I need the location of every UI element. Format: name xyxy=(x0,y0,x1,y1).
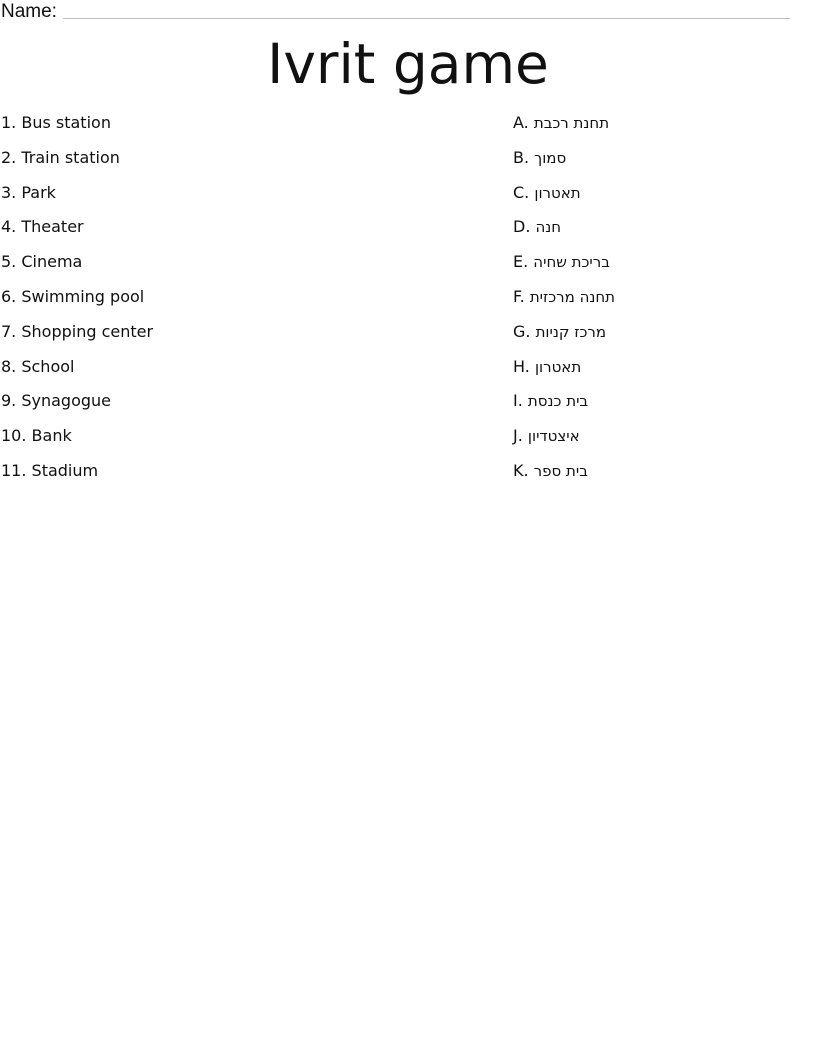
answer-item xyxy=(513,216,615,251)
answer-item xyxy=(513,390,615,425)
answer-letter: B. xyxy=(513,147,530,167)
answer-item xyxy=(513,147,615,182)
answer-item xyxy=(513,251,615,286)
answer-hebrew: חנה xyxy=(535,218,562,237)
clue-item: 7. Shopping center xyxy=(1,321,154,341)
answer-letter: I. xyxy=(513,391,523,411)
answer-letter: K. xyxy=(513,460,529,480)
answer-hebrew: בית כנסת xyxy=(527,392,589,411)
answer-hebrew: תאטרון xyxy=(534,357,582,376)
name-row xyxy=(0,0,790,22)
answer-item xyxy=(513,321,615,356)
clue-item: 2. Train station xyxy=(1,147,120,167)
clue-item: 5. Cinema xyxy=(1,252,83,272)
answer-letter: F. xyxy=(513,286,525,306)
answer-letter: G. xyxy=(513,321,531,341)
answer-item xyxy=(513,112,615,147)
answer-item xyxy=(513,182,615,217)
answer-letter: D. xyxy=(513,217,531,237)
answer-hebrew: איצטדיון xyxy=(527,427,580,446)
answer-letter: J. xyxy=(513,426,523,446)
answer-hebrew: בית ספר xyxy=(533,461,588,480)
answer-item xyxy=(513,286,615,321)
clue-item: 9. Synagogue xyxy=(1,391,112,411)
clue-item: 10. Bank xyxy=(1,426,72,446)
clue-item: 3. Park xyxy=(1,182,56,202)
answer-hebrew: בריכת שחיה xyxy=(533,253,610,272)
clue-item: 6. Swimming pool xyxy=(1,286,145,306)
worksheet-title: Ivrit game xyxy=(267,32,549,96)
clue-item: 4. Theater xyxy=(1,217,84,237)
answer-item xyxy=(513,460,615,495)
answer-letter: C. xyxy=(513,182,530,202)
name-label: Name: xyxy=(1,1,57,22)
name-blank-line xyxy=(63,18,790,19)
answer-hebrew: תחנת רכבת xyxy=(533,114,610,132)
answer-hebrew: תחנה מרכזית xyxy=(529,287,616,306)
answer-hebrew: תאטרון xyxy=(534,183,581,202)
clue-list xyxy=(1,112,153,495)
answer-letter: E. xyxy=(513,252,529,272)
clue-item: 11. Stadium xyxy=(1,460,99,480)
answer-letter: A. xyxy=(513,113,529,132)
answer-list xyxy=(513,112,615,495)
clue-item: 8. School xyxy=(1,356,75,376)
answer-item xyxy=(513,356,615,391)
answer-hebrew: מרכז קניות xyxy=(535,322,607,341)
clue-item: 1. Bus station xyxy=(1,113,111,132)
answer-hebrew: סמוך xyxy=(534,148,567,167)
answer-item xyxy=(513,425,615,460)
answer-letter: H. xyxy=(513,356,530,376)
